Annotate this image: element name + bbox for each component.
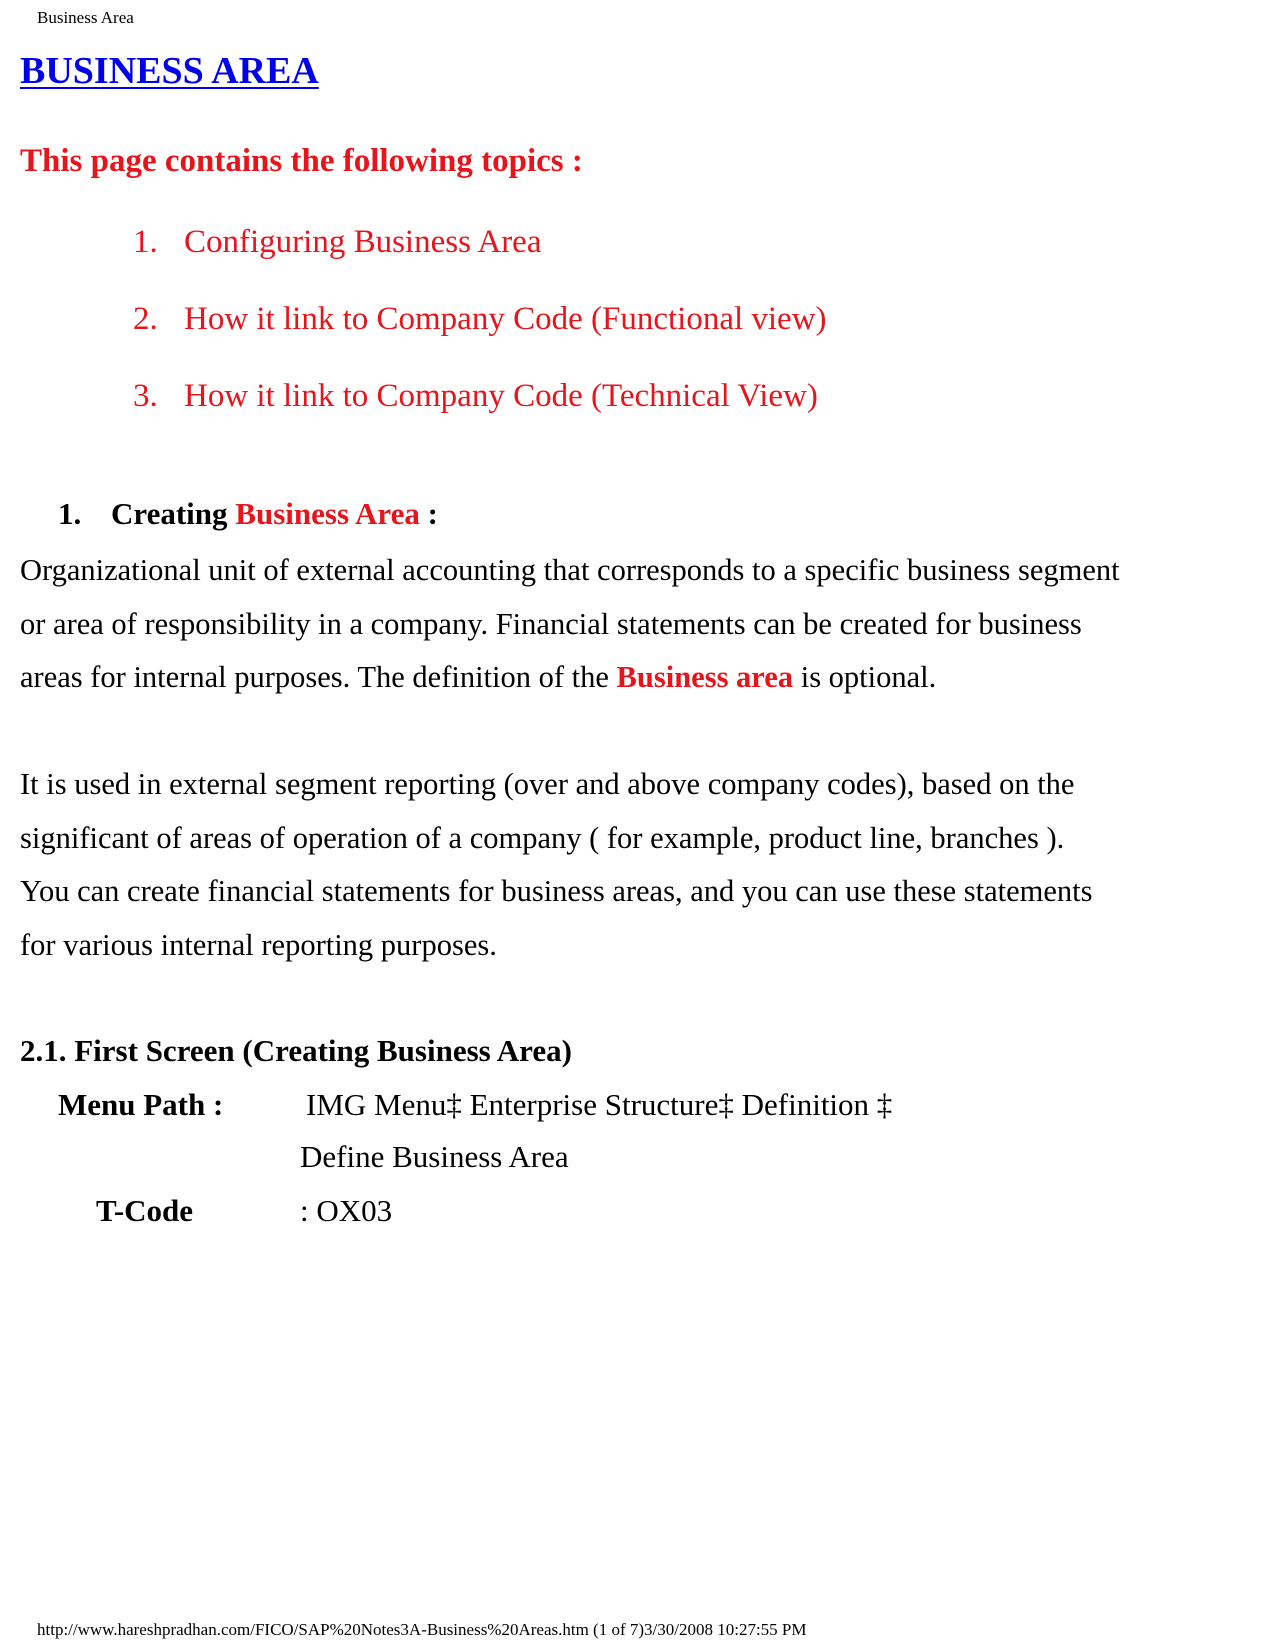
- topic-link-technical-view[interactable]: How it link to Company Code (Technical View): [184, 378, 818, 414]
- page-footer-url: http://www.hareshpradhan.com/FICO/SAP%20Notes3A-Business%20Areas.htm (1 of 7)3/30/2008 10:27:55 PM: [37, 1620, 807, 1639]
- paragraph-line: Organizational unit of external accounting that corresponds to a specific business segment: [20, 553, 1120, 587]
- paragraph-line-suffix: is optional.: [793, 660, 937, 694]
- section-heading-text: [111, 498, 438, 529]
- paragraph-line: significant of areas of operation of a company ( for example, product line, branches ).: [20, 820, 1065, 855]
- paragraph-line: You can create financial statements for business areas, and you can use these statements: [20, 874, 1093, 908]
- page-header-label: Business Area: [37, 8, 134, 27]
- topics-heading: This page contains the following topics :: [20, 143, 583, 179]
- heading-highlight: Business Area: [235, 496, 420, 531]
- menu-path-label: Menu Path :: [58, 1087, 224, 1122]
- paragraph-line-prefix: areas for internal purposes. The definition of the: [20, 660, 617, 694]
- topic-link-functional-view[interactable]: How it link to Company Code (Functional view): [184, 301, 827, 337]
- topic-number: 1.: [133, 224, 158, 260]
- paragraph-line: or area of responsibility in a company. Financial statements can be created for business: [20, 606, 1082, 641]
- tcode-value: : OX03: [300, 1193, 393, 1228]
- topic-number: 3.: [133, 378, 158, 414]
- subsection-heading: 2.1. First Screen (Creating Business Area): [20, 1033, 572, 1068]
- menu-path-value: IMG Menu‡ Enterprise Structure‡ Definition ‡: [306, 1087, 893, 1122]
- heading-suffix: :: [419, 496, 438, 531]
- paragraph-line: It is used in external segment reporting (over and above company codes), based on the: [20, 767, 1075, 801]
- topic-link-configuring[interactable]: Configuring Business Area: [184, 224, 542, 260]
- business-area-highlight: Business area: [616, 660, 794, 694]
- page-title-link[interactable]: BUSINESS AREA: [20, 50, 319, 92]
- topic-number: 2.: [133, 301, 158, 337]
- usage-paragraph: [20, 758, 1255, 972]
- section-number: 1.: [58, 496, 82, 531]
- menu-path-value-continued: Define Business Area: [300, 1139, 569, 1174]
- definition-paragraph: [20, 544, 1255, 705]
- paragraph-line: for various internal reporting purposes.: [20, 927, 497, 962]
- heading-prefix: Creating: [111, 496, 228, 531]
- tcode-label: T-Code: [96, 1193, 194, 1228]
